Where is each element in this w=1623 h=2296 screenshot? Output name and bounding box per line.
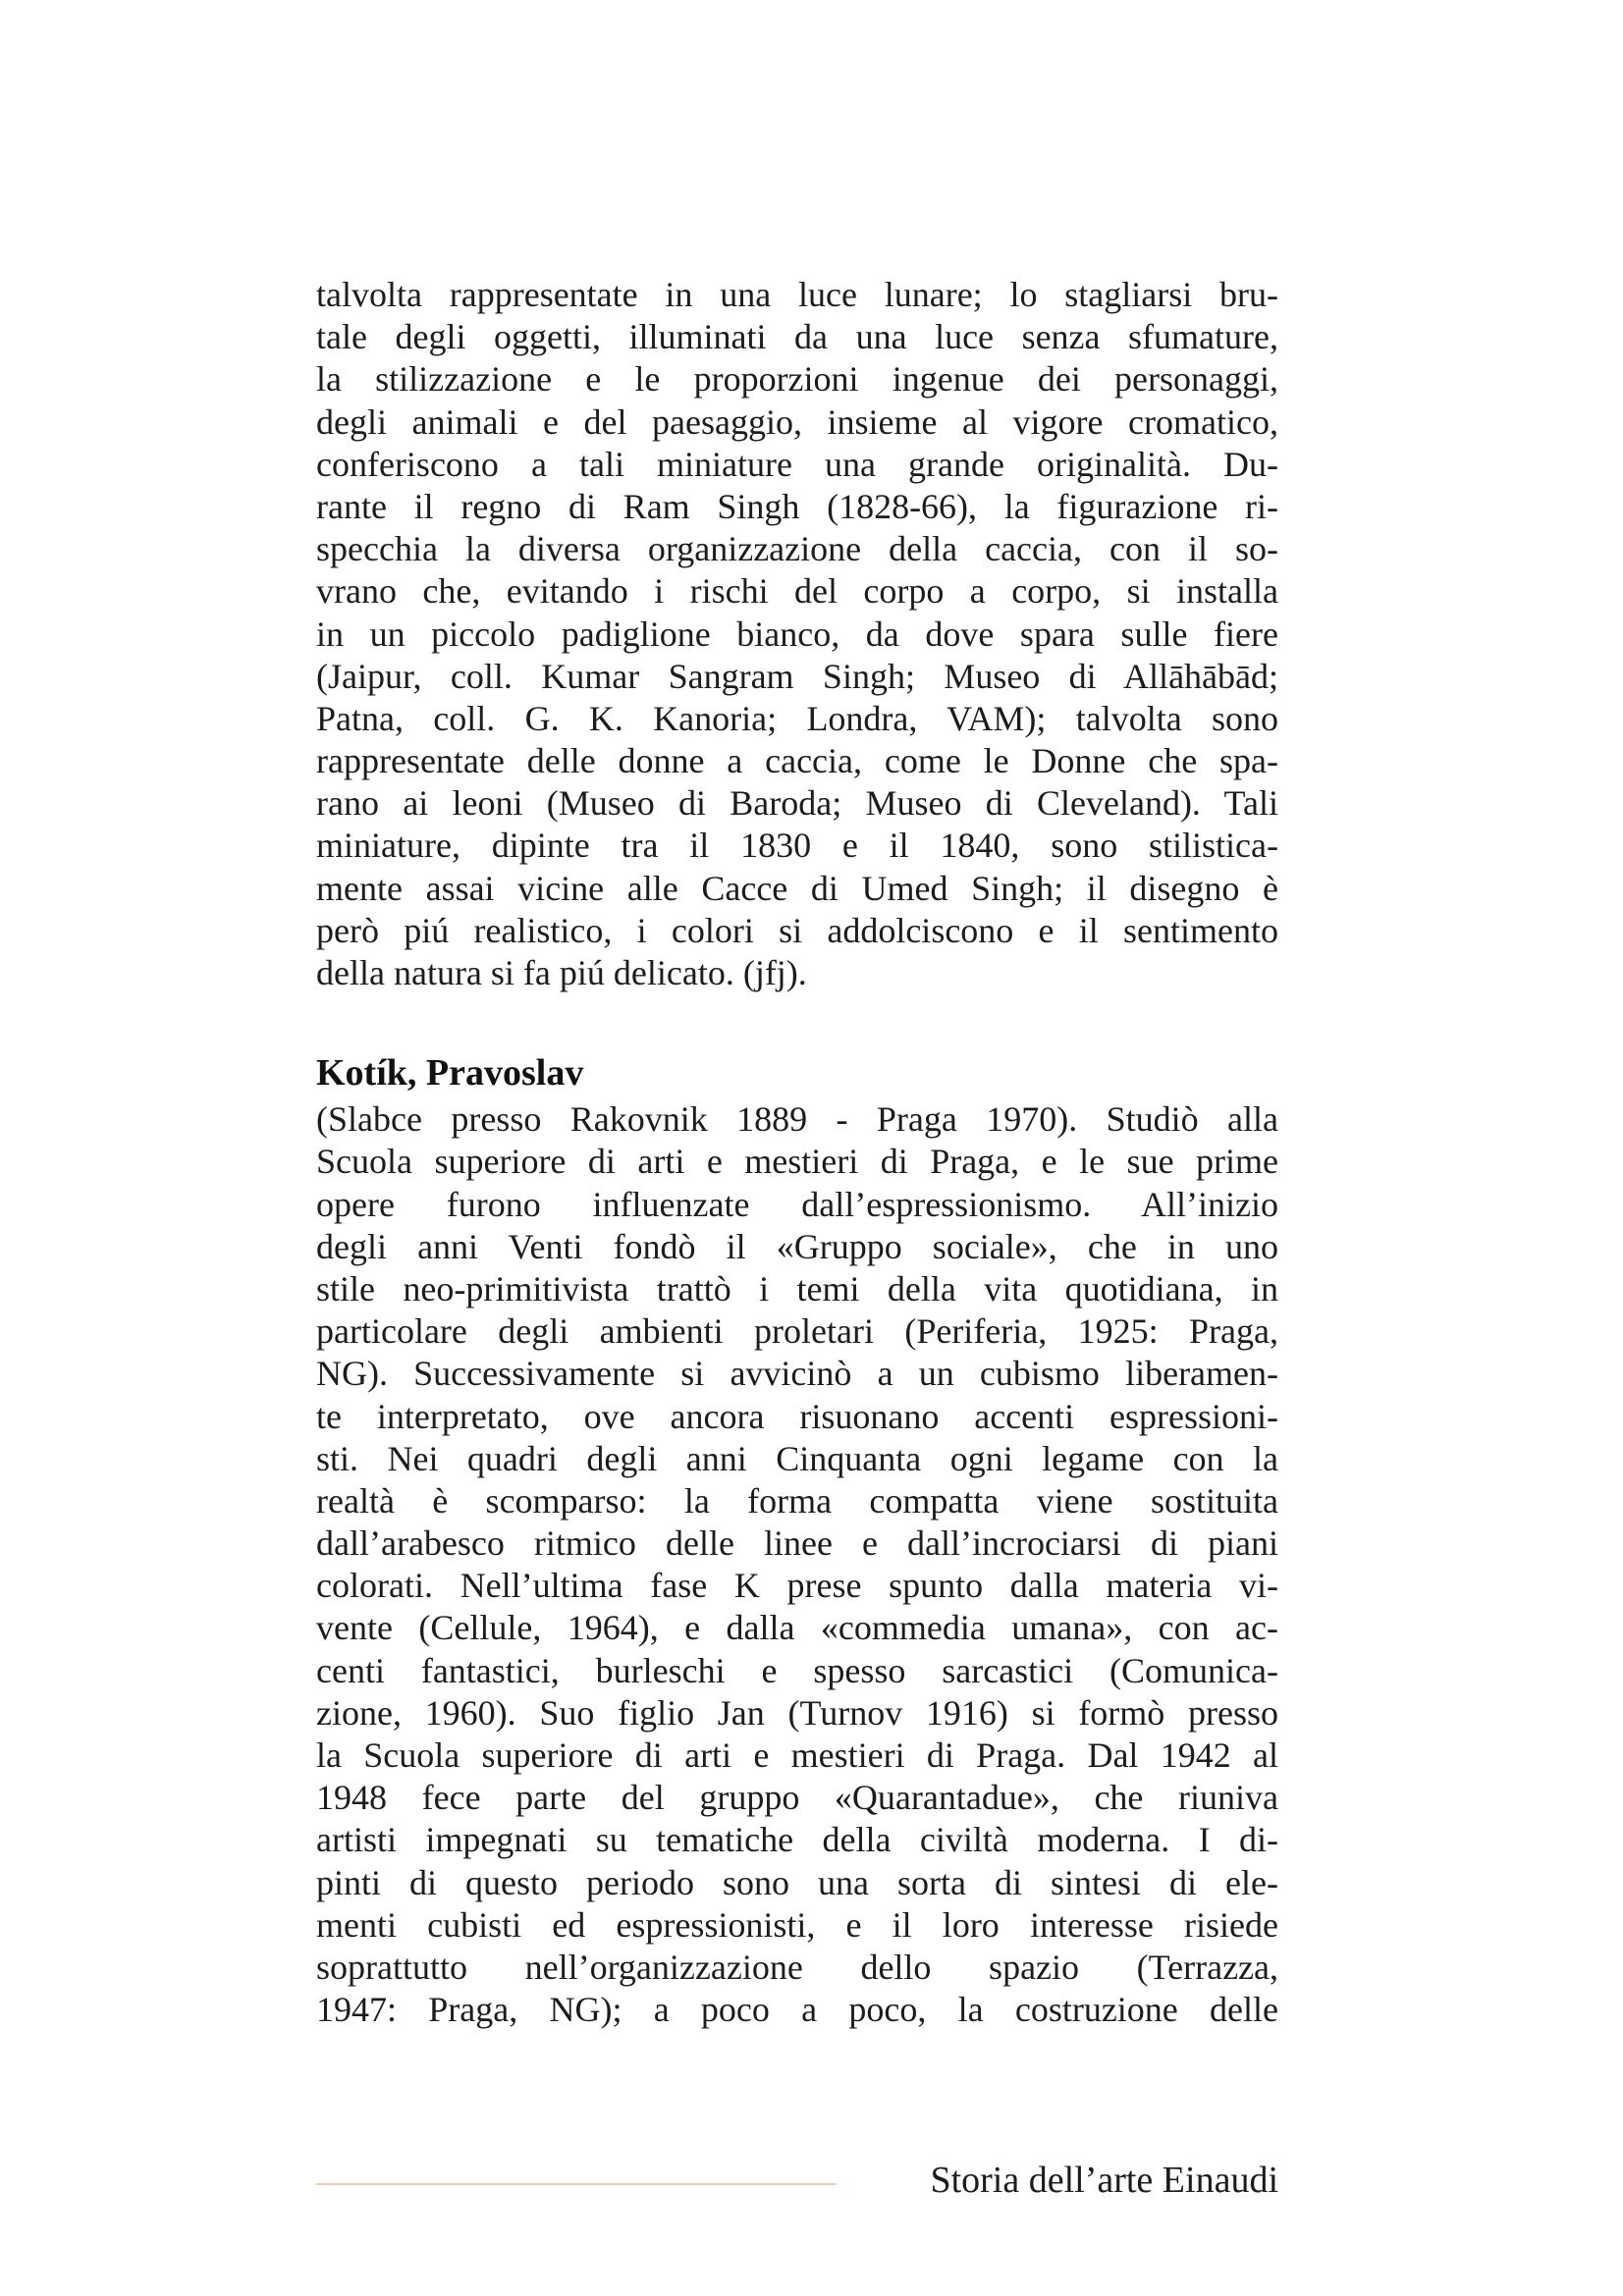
text-line: vrano che, evitando i rischi del corpo a corpo, si installa xyxy=(316,571,1278,612)
previous-entry-continuation xyxy=(316,274,1278,994)
text-line: vente (Cellule, 1964), e dalla «commedia umana», con ac- xyxy=(316,1608,1278,1648)
footer-publisher: Storia dell’arte Einaudi xyxy=(930,2160,1278,2201)
text-line: rante il regno di Ram Singh (1828-66), la figurazione ri- xyxy=(316,486,1278,526)
text-line: della natura si fa piú delicato. (jfj). xyxy=(316,953,807,992)
footer-rule xyxy=(316,2183,837,2185)
text-line: pinti di questo periodo sono una sorta di sintesi di ele- xyxy=(316,1862,1278,1902)
text-line: NG). Successivamente si avvicinò a un cubismo liberamen- xyxy=(316,1354,1278,1394)
text-line: (Jaipur, coll. Kumar Sangram Singh; Museo di Allāhābād; xyxy=(316,656,1278,696)
text-line: rappresentate delle donne a caccia, come le Donne che spa- xyxy=(316,741,1278,781)
text-line: opere furono influenzate dall’espressionismo. All’inizio xyxy=(316,1184,1278,1224)
entry-gap xyxy=(316,994,1278,1049)
text-line: conferiscono a tali miniature una grande originalità. Du- xyxy=(316,444,1278,484)
text-line: la Scuola superiore di arti e mestieri di Praga. Dal 1942 al xyxy=(316,1735,1278,1775)
text-line: stile neo-primitivista trattò i temi della vita quotidiana, in xyxy=(316,1268,1278,1308)
text-line: (Slabce presso Rakovnik 1889 - Praga 1970). Studiò alla xyxy=(316,1099,1278,1140)
text-line: rano ai leoni (Museo di Baroda; Museo di Cleveland). Tali xyxy=(316,783,1278,824)
text-line: però piú realistico, i colori si addolciscono e il sentimento xyxy=(316,910,1278,950)
entry-kotik xyxy=(316,1049,1278,2031)
text-line: centi fantastici, burleschi e spesso sarcastici (Comunica- xyxy=(316,1650,1278,1690)
text-line: degli anni Venti fondò il «Gruppo sociale», che in uno xyxy=(316,1226,1278,1266)
text-line: zione, 1960). Suo figlio Jan (Turnov 1916) si formò presso xyxy=(316,1692,1278,1733)
text-line: realtà è scomparso: la forma compatta viene sostituita xyxy=(316,1480,1278,1521)
text-line: dall’arabesco ritmico delle linee e dall’incrociarsi di piani xyxy=(316,1523,1278,1564)
text-line: 1948 fece parte del gruppo «Quarantadue», che riuniva xyxy=(316,1778,1278,1818)
text-line: te interpretato, ove ancora risuonano accenti espressioni- xyxy=(316,1396,1278,1436)
text-line: 1947: Praga, NG); a poco a poco, la costruzione delle xyxy=(316,1990,1278,2030)
text-line: miniature, dipinte tra il 1830 e il 1840, sono stilistica- xyxy=(316,826,1278,866)
text-line: specchia la diversa organizzazione della caccia, con il so- xyxy=(316,529,1278,569)
text-line: Patna, coll. G. K. Kanoria; Londra, VAM); talvolta sono xyxy=(316,698,1278,738)
text-line: sti. Nei quadri degli anni Cinquanta ogni legame con la xyxy=(316,1438,1278,1478)
text-line: mente assai vicine alle Cacce di Umed Singh; il disegno è xyxy=(316,868,1278,908)
text-line: Scuola superiore di arti e mestieri di Praga, e le sue prime xyxy=(316,1142,1278,1182)
text-line: la stilizzazione e le proporzioni ingenue dei personaggi, xyxy=(316,359,1278,400)
page-body xyxy=(316,274,1278,2031)
text-line: soprattutto nell’organizzazione dello spazio (Terrazza, xyxy=(316,1947,1278,1987)
text-line: degli animali e del paesaggio, insieme al vigore cromatico, xyxy=(316,401,1278,442)
text-line: artisti impegnati su tematiche della civiltà moderna. I di- xyxy=(316,1820,1278,1860)
text-line: colorati. Nell’ultima fase K prese spunto dalla materia vi- xyxy=(316,1566,1278,1606)
text-line: tale degli oggetti, illuminati da una luce senza sfumature, xyxy=(316,317,1278,357)
text-line: menti cubisti ed espressionisti, e il loro interesse risiede xyxy=(316,1904,1278,1945)
text-line: talvolta rappresentate in una luce lunare; lo stagliarsi bru- xyxy=(316,275,1278,314)
text-line: particolare degli ambienti proletari (Periferia, 1925: Praga, xyxy=(316,1311,1278,1352)
text-line: in un piccolo padiglione bianco, da dove spara sulle fiere xyxy=(316,614,1278,654)
entry-heading: Kotík, Pravoslav xyxy=(316,1052,584,1095)
